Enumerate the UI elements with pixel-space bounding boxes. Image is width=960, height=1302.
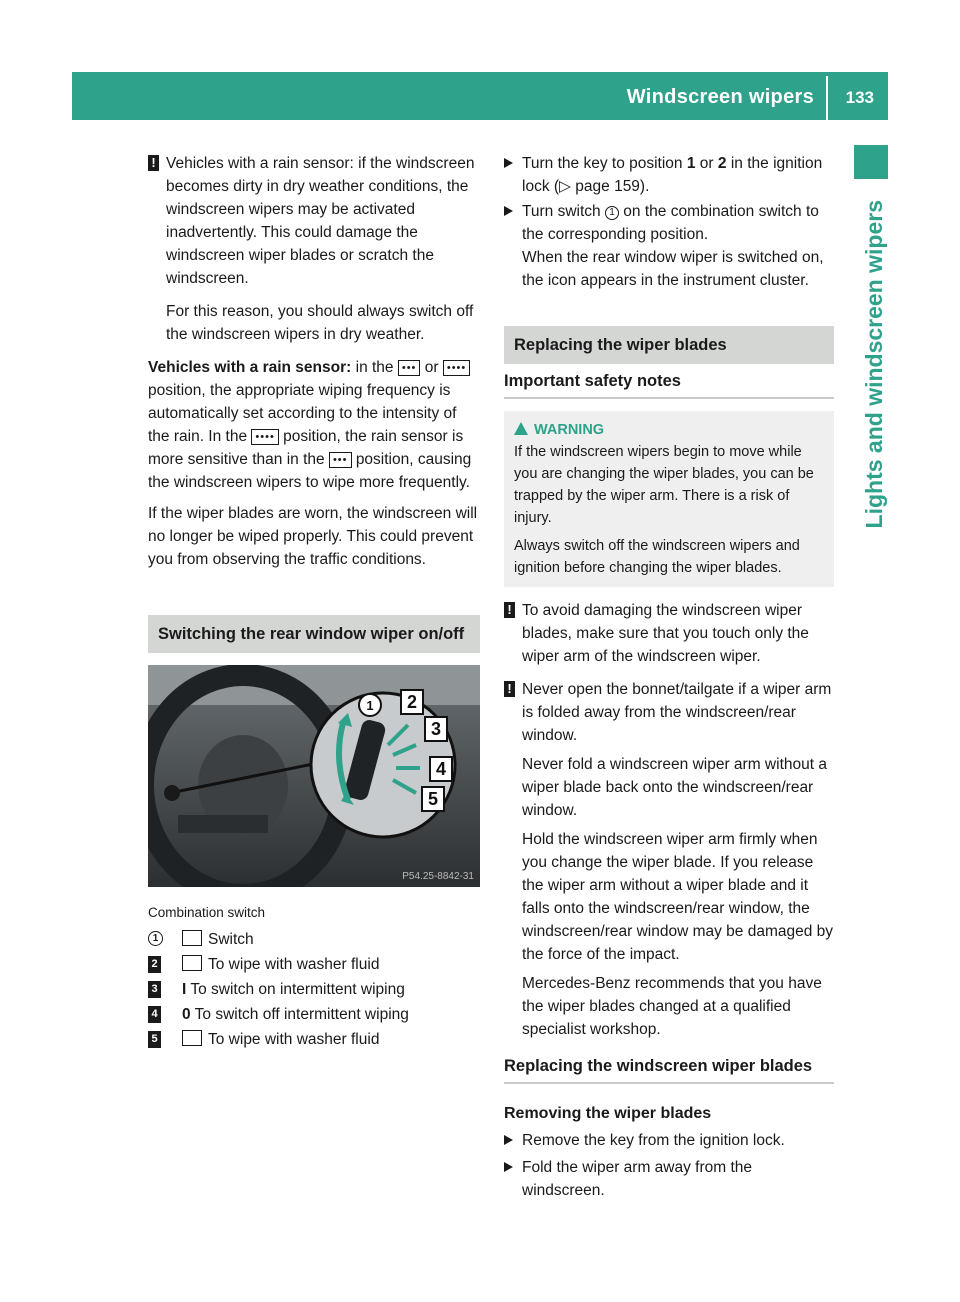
right-column [504,152,834,1202]
callout-3: 3 [148,981,161,998]
header-bar [72,72,888,120]
step1-page-ref[interactable]: page 159). [575,178,650,195]
notice-text: Vehicles with a rain sensor: if the windscreen becomes dirty in dry weather conditions, the windscreen wipers may be activated inadvertently. This could damage the windscreen wiper blades or scratch the windscreen. [166,155,475,287]
notice-bonnet [504,678,834,1041]
worn-blades-paragraph: If the wiper blades are worn, the windscreen will no longer be wiped properly. This could prevent you from observing the traffic conditions. [148,505,478,568]
exclamation-icon: ! [148,155,159,171]
notice-rain-sensor [148,152,480,346]
notice3-text: Never open the bonnet/tailgate if a wiper arm is folded away from the windscreen/rear window. [522,681,832,744]
rain-text-a: in the [355,359,394,376]
side-tab-marker [854,145,888,179]
steering-wheel-illustration [148,665,480,887]
wiper-key-three-icon-2: ••• [329,452,352,468]
subhead-replacing-windscreen-blades: Replacing the windscreen wiper blades [504,1055,834,1084]
legend-item-1 [148,928,480,953]
warning-box [504,411,834,587]
notice3-text-4: Mercedes-Benz recommends that you have the wiper blades changed at a qualified specialist workshop. [522,975,822,1038]
legend-item-5 [148,1028,480,1053]
step-remove-key [504,1129,834,1152]
step-turn-key [504,152,834,198]
step-turn-switch [504,200,834,292]
exclamation-icon: ! [504,681,515,697]
notice-avoid-damage [504,599,834,668]
svg-text:3: 3 [430,719,442,739]
combination-switch-figure [148,665,480,887]
page-title: Windscreen wipers [626,86,814,108]
warning-triangle-icon [514,422,528,435]
side-tab [856,200,890,660]
callout-1: 1 [148,931,163,946]
washer-fluid-icon-2 [182,1030,202,1046]
rain-sensor-paragraph [148,356,480,494]
legend-label-5: To wipe with washer fluid [208,1031,380,1048]
warning-text-1: If the windscreen wipers begin to move while you are changing the wiper blades, you can be trapped by the wiper arm. There is a risk of injury. [514,444,814,526]
header-divider [826,76,828,120]
step1-position-2: 2 [717,155,727,172]
rear-wiper-icon [182,930,202,946]
step4-text: Fold the wiper arm away from the windscreen. [522,1159,753,1199]
step-arrow-icon [504,206,513,216]
notice3-text-2: Never fold a windscreen wiper arm without a wiper blade back onto the windscreen/rear window. [522,756,827,819]
warning-text-2: Always switch off the windscreen wipers and ignition before changing the wiper blades. [514,538,800,576]
wiper-key-four-icon-2: •••• [251,429,278,445]
washer-fluid-icon [182,955,202,971]
rain-text-b: or [424,359,439,376]
callout-2: 2 [148,956,161,973]
step1-text-a: Turn the key to position [522,155,683,172]
step3-text: Remove the key from the ignition lock. [522,1132,785,1149]
legend-prefix-4: 0 [182,1006,191,1023]
step-arrow-icon [504,1162,513,1172]
notice3-text-3: Hold the windscreen wiper arm firmly when you change the wiper blade. If you release the wiper arm without a wiper blade and it falls onto the windscreen/rear window, the windscreen/rear window may be damaged by the force of the impact. [522,831,834,963]
subhead-safety-notes: Important safety notes [504,370,834,399]
callout-4: 4 [148,1006,161,1023]
svg-text:5: 5 [427,789,439,809]
step1-position-1: 1 [686,155,696,172]
figure-code: P54.25-8842-31 [402,871,474,882]
legend-label-2: To wipe with washer fluid [208,956,380,973]
rain-text-c: position, the appropriate wiping frequency is automatically set according to the intensity of the rain. In the [148,382,457,445]
section-title-rear-wiper: Switching the rear window wiper on/off [148,615,480,653]
step-arrow-icon [504,158,513,168]
callout-5: 5 [148,1031,161,1048]
legend-prefix-3: I [182,981,187,998]
left-column [148,152,480,1053]
legend-label-1: Switch [208,931,254,948]
page-ref-arrow-icon: ▷ [559,178,571,195]
notice2-text: To avoid damaging the windscreen wiper blades, make sure that you touch only the wiper arm of the windscreen wiper. [522,602,809,665]
subhead-removing-blades: Removing the wiper blades [504,1105,712,1122]
rain-text-e: position, causing the windscreen wipers to wipe more frequently. [148,451,472,491]
legend-item-2 [148,953,480,978]
wiper-key-three-icon: ••• [398,360,421,376]
page-number: 133 [845,88,874,107]
step2-text-b: on the combination switch to the corresponding position. [522,203,819,243]
side-tab-label: Lights and windscreen wipers [861,200,887,529]
svg-text:2: 2 [406,692,418,712]
svg-text:1: 1 [366,698,374,713]
legend-label-3: To switch on intermittent wiping [190,981,405,998]
step-fold-arm [504,1156,834,1202]
rain-text-d: position, the rain sensor is more sensitive than in the [148,428,464,468]
step1-text-c: or [699,155,714,172]
section-title-replacing-blades: Replacing the wiper blades [504,326,834,364]
step-arrow-icon [504,1135,513,1145]
step1-text-e: in the ignition lock ( [522,155,823,195]
exclamation-icon: ! [504,602,515,618]
svg-text:4: 4 [435,759,447,779]
rain-sensor-lead: Vehicles with a rain sensor: [148,359,352,376]
wiper-key-four-icon: •••• [443,360,470,376]
legend-item-3 [148,978,480,1003]
callout-1-icon: 1 [605,206,619,220]
figure-caption: Combination switch [148,905,266,920]
warning-label: WARNING [534,422,605,438]
step2-result: When the rear window wiper is switched on, the icon appears in the instrument cluster. [522,249,824,289]
notice-followup: For this reason, you should always switch off the windscreen wipers in dry weather. [166,303,474,343]
warning-heading [514,419,824,441]
legend-label-4: To switch off intermittent wiping [194,1006,409,1023]
legend-item-4 [148,1003,480,1028]
step2-text-a: Turn switch [522,203,601,220]
